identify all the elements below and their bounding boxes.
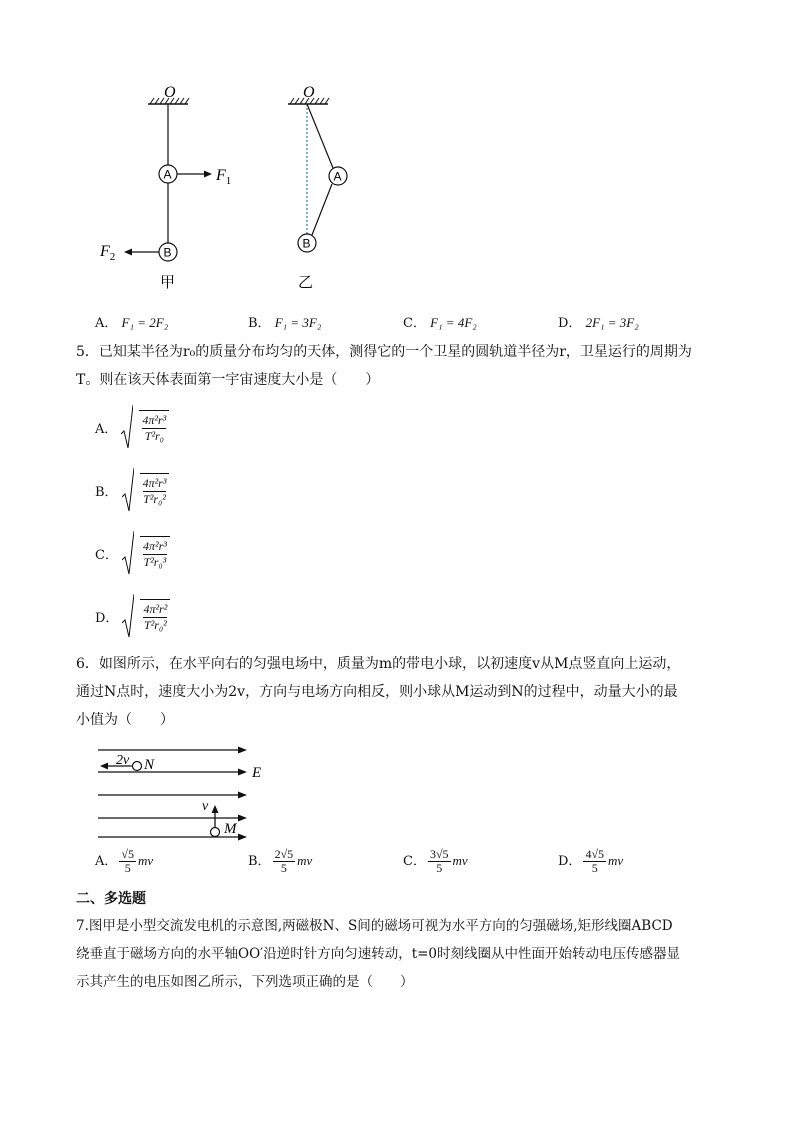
q4-option-a: A． F₁ = 2F₂ <box>95 315 169 331</box>
label-v: v <box>202 799 209 814</box>
figure-jia <box>99 84 231 291</box>
q6-stem: 6．如图所示，在水平向右的匀强电场中，质量为m的带电小球，以初速度v从M点竖直向上运动， 通过N点时，速度大小为2v，方向与电场方向相反，则小球从M运动到N的过程中，动量大小的最 小值为（ ） <box>76 656 681 728</box>
label-n: N <box>144 757 155 773</box>
q4-option-d: D． 2F₁ = 3F₂ <box>558 315 639 331</box>
q5-option-b: B． 4π²r³ T²r₀² <box>95 467 169 513</box>
label-2v: 2v <box>116 753 130 768</box>
electric-field-figure <box>90 740 280 845</box>
pivot-label-left: O <box>164 84 176 101</box>
q7-stem: 7.图甲是小型交流发电机的示意图,两磁极N、S间的磁场可视为水平方向的匀强磁场,矩形线圈ABCD 绕垂直于磁场方向的水平轴OO′沿逆时针方向匀速转动，t=0时刻线圈从中性面开始转动电压传感器显 示其产生的电压如图乙所示，下列选项正确的是（ ） <box>76 918 681 990</box>
ball-b-right: B <box>302 236 311 251</box>
figure-yi <box>288 84 347 291</box>
q6-option-c: C． $\frac{3√5}{5}$ mv <box>403 847 468 875</box>
q4-option-b: B． F₁ = 3F₂ <box>248 315 322 331</box>
ball-a-left: A <box>163 167 172 182</box>
caption-yi: 乙 <box>298 273 314 291</box>
pivot-label-right: O <box>303 84 315 101</box>
q6-option-a: A． $\frac{√5}{5}$ mv <box>95 847 154 875</box>
label-m: M <box>224 821 237 837</box>
q5-option-d: D． 4π²r² T²r₀² <box>95 593 170 639</box>
pendulum-figure <box>80 80 400 295</box>
q5-stem: 5．已知某半径为r₀的质量分布均匀的天体，测得它的一个卫星的圆轨道半径为r，卫星运行的周期为 T。则在该天体表面第一宇宙速度大小是（ ） <box>76 344 692 388</box>
q4-option-c: C． F₁ = 4F₂ <box>403 315 477 331</box>
section-title-multiple-choice: 二、多选题 <box>76 891 146 907</box>
label-e: E <box>252 765 262 781</box>
q5-option-a: A． 4π²r³ T²r₀ <box>95 404 169 450</box>
force2-label: $F_2$ <box>100 243 116 263</box>
caption-jia: 甲 <box>160 273 176 291</box>
q6-option-b: B． $\frac{2√5}{5}$ mv <box>248 847 313 875</box>
q6-option-d: D． $\frac{4√5}{5}$ mv <box>558 847 624 875</box>
q5-option-c: C． 4π²r³ T²r₀³ <box>95 530 170 576</box>
ball-a-right: A <box>333 169 342 184</box>
ball-b-left: B <box>163 245 172 260</box>
force1-label: $F_1$ <box>216 167 232 187</box>
